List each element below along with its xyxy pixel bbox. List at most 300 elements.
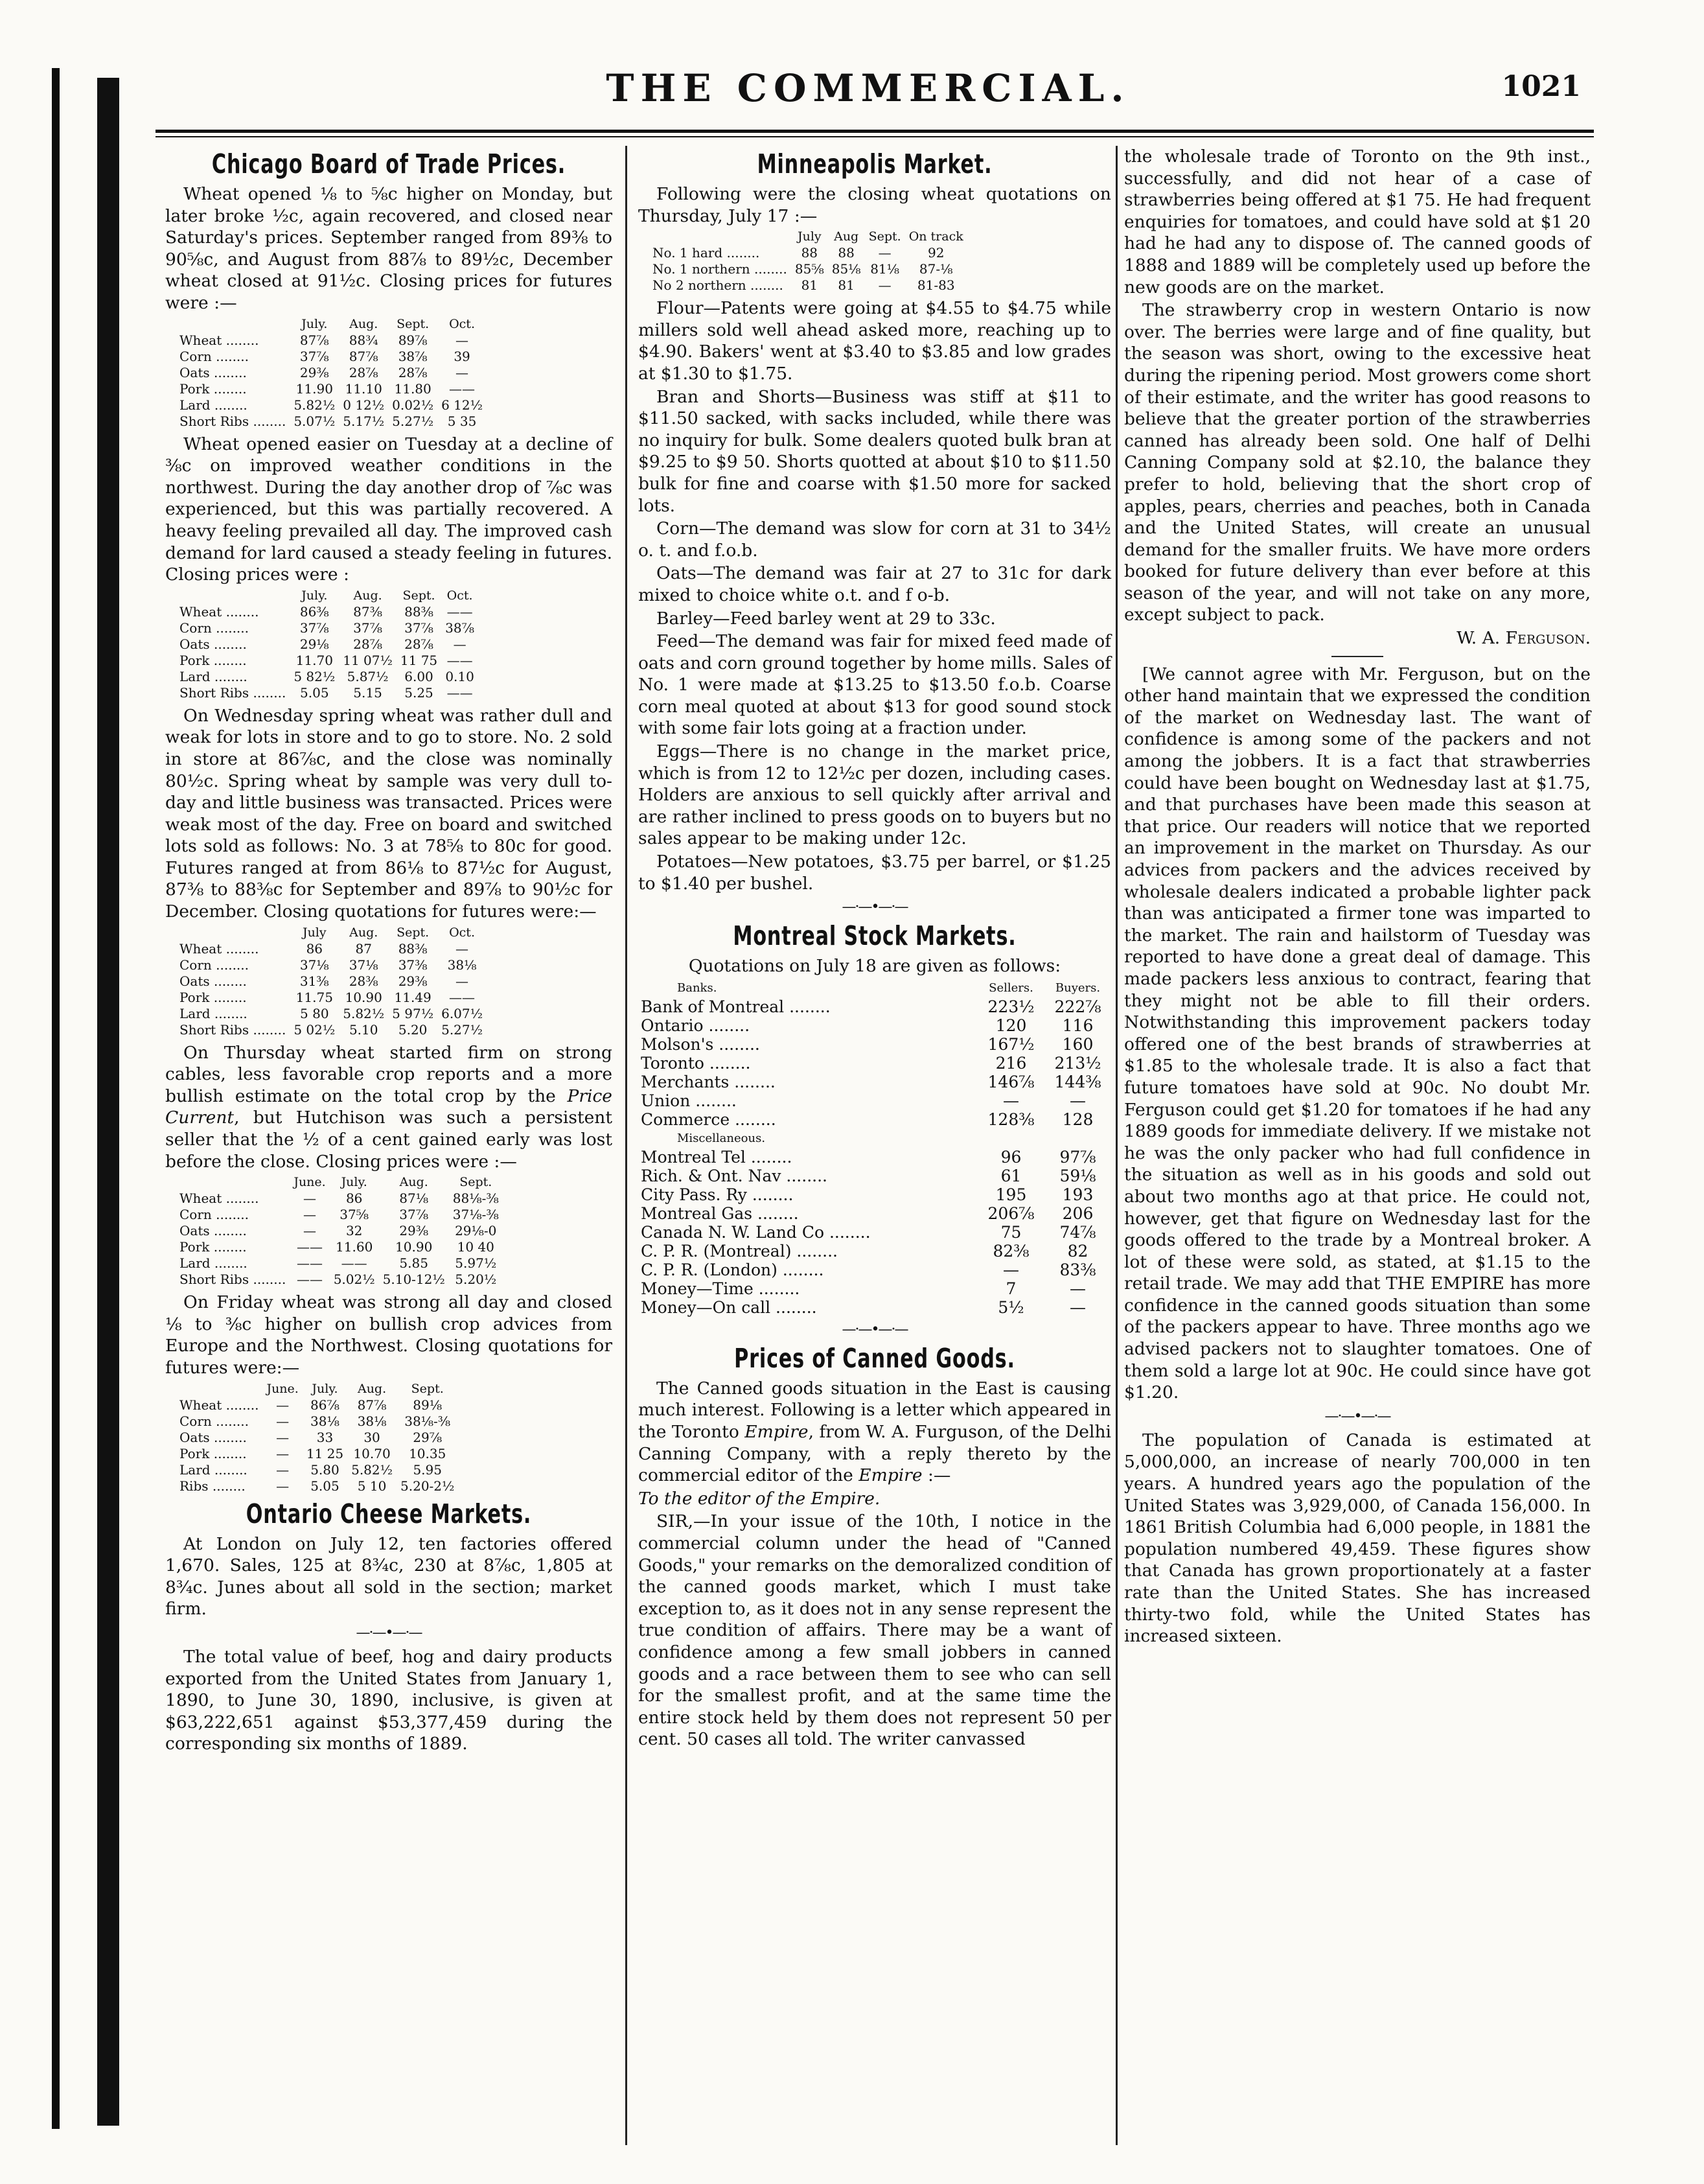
table-row [165,1478,458,1494]
table-cell: 5.82½ [351,1461,393,1478]
price-table [165,1174,503,1288]
table-cell: 38⅛-⅜ [404,1413,451,1429]
table-cell: 86 [345,1191,363,1207]
italic-text: To the editor of the Empire. [638,1488,881,1509]
stock-price: — [1070,1091,1086,1110]
newspaper-title: THE COMMERCIAL. [606,66,1131,110]
table-cell: 37⅛-⅜ [452,1207,499,1223]
stock-price: 128⅜ [987,1109,1035,1129]
article-heading: Prices of Canned Goods. [734,1342,1015,1374]
table-row [165,653,478,669]
row-label: Wheat ........ [179,940,259,957]
row-label: No. 1 northern ........ [652,261,787,277]
table-row [165,990,487,1006]
table-cell: 10.35 [409,1445,446,1461]
table-cell: 81⅛ [870,261,900,277]
table-cell: 37⅞ [399,1207,429,1223]
stock-name: Montreal Tel ........ [641,1147,792,1167]
stock-price: 213½ [1054,1053,1101,1073]
table-row [638,1148,1111,1167]
table-cell: 5.82½ [343,1005,385,1021]
table-cell: —— [341,1255,367,1272]
paragraph: Feed—The demand was fair for mixed feed made of oats and corn ground together by home mills. Sales of No. 1 were made at $13.25 to $13.50 f.o.b. Coarse corn meal quoted at about $13 for good sound stock with some fair lots going at a fraction under. [638,631,1111,739]
table-cell: 88⅜ [404,603,433,620]
table-row [165,620,478,636]
stock-price: 74⅞ [1059,1222,1096,1242]
table-cell: 29⅛-0 [455,1223,497,1239]
table-cell: — [276,1461,290,1478]
table-cell: 5.05 [310,1478,340,1494]
text-run: The Canned goods situation in the East is causing much interest. Following is a letter which appeared in the Toronto [638,1378,1111,1442]
stock-price: 5½ [998,1297,1024,1317]
text-run: , from W. A. Furguson, of the Delhi Canning Company, with a reply thereto by the commercial editor of the [638,1422,1112,1486]
table-row [165,1430,458,1446]
row-label: Short Ribs ........ [179,1021,286,1038]
stock-price: 97⅞ [1059,1147,1096,1167]
table-row [638,1298,1111,1317]
table-row [638,1185,1111,1204]
table-cell: 86 [306,940,323,957]
table-cell: 6.07½ [441,1005,483,1021]
paragraph: the wholesale trade of Toronto on the 9th inst., successfully, and did not hear of a case of strawberries being offered at $1 75. He had frequent enquiries for tomatoes, and could have sold at $1 20 had he had any to dispose of. The canned goods of 1888 and 1889 will be completely used up before the new goods are on the market. [1124,146,1591,297]
row-label: Wheat ........ [179,1191,259,1207]
paragraph: On Friday wheat was strong all day and closed ⅛ to ⅜c higher on bullish crop advices from Europe and the Northwest. Closing quotations for futures were:— [165,1292,612,1378]
table-row [165,636,478,653]
row-label: Short Ribs ........ [179,684,286,701]
stock-name: Money—On call ........ [641,1297,817,1317]
table-cell: —— [297,1272,323,1288]
column-header: Buyers. [1055,981,1101,995]
table-cell: 11 07½ [343,652,393,668]
paragraph: Flour—Patents were going at $4.55 to $4.75 while millers sold well ahead asked more, reaching up to $4.90. Bakers' went at $3.40 to $3.85 and low grades at $1.30 to $1.75. [638,298,1111,384]
table-cell: 5 35 [447,413,477,429]
text-run: On Thursday wheat started firm on strong cables, less favorable crop reports and a more bullish estimate on the total crop by the [165,1042,612,1106]
table-cell: 5 10 [357,1478,387,1494]
table-corner [165,1174,290,1191]
table-cell: — [276,1478,290,1494]
table-corner [165,316,290,332]
column-header: Sept. [402,588,435,603]
stock-price: 59⅛ [1059,1166,1096,1185]
stock-price: 216 [995,1053,1027,1073]
table-cell: —— [446,684,473,701]
table-cell: 5.85 [399,1255,428,1272]
table-cell: — [455,332,469,348]
table-cell: — [276,1429,290,1445]
table-cell: 5.02½ [333,1272,375,1288]
price-table [165,316,487,430]
table-cell: 0.10 [445,668,474,684]
table-cell: 31⅜ [299,973,329,989]
stock-name: Merchants ........ [641,1072,776,1091]
stock-price: 7 [1006,1279,1017,1298]
table-cell: 87⅜ [353,603,382,620]
column-header: Sept. [397,316,430,331]
table-cell: 88⅛-⅜ [452,1191,499,1207]
stock-name: Toronto ........ [641,1053,751,1073]
table-cell: 10.70 [353,1445,391,1461]
stock-price: 223½ [987,997,1035,1016]
table-row [165,1207,503,1223]
table-cell: 89⅛ [413,1397,443,1413]
table-row [165,669,478,685]
table-cell: 11.80 [394,380,432,397]
article-heading: Chicago Board of Trade Prices. [211,148,566,180]
table-cell: 86⅞ [310,1397,340,1413]
paragraph: Corn—The demand was slow for corn at 31 to 34½ o. t. and f.o.b. [638,518,1111,561]
row-label: Pork ........ [179,989,247,1005]
stock-price: — [1070,1279,1086,1298]
stock-price: 83⅜ [1059,1260,1096,1279]
stock-price: 206 [1062,1203,1094,1223]
column-header: June. [294,1175,326,1190]
row-label: Oats ........ [179,636,247,652]
row-label: Short Ribs ........ [179,1272,286,1288]
salutation [638,1488,1111,1510]
table-row [638,1035,1111,1054]
table-cell: — [455,364,469,380]
table-row [638,1091,1111,1110]
table-cell: 11 25 [306,1445,344,1461]
table-cell: 5.27½ [392,413,434,429]
table-row [165,1223,503,1239]
table-cell: 30 [363,1429,380,1445]
table-cell: — [878,277,892,294]
row-label: Oats ........ [179,1429,247,1445]
stock-price: 160 [1062,1034,1094,1054]
table-row [165,1239,503,1255]
table-cell: — [276,1413,290,1429]
table-cell: 11.10 [345,380,382,397]
row-label: Pork ........ [179,380,247,397]
stock-price: 61 [1000,1166,1022,1185]
italic-text: Price Current [165,1086,612,1128]
section-ornament: —·—•—·— [842,899,908,916]
table-row [165,604,478,620]
row-label: Corn ........ [179,957,249,973]
column-header: Oct. [449,925,475,940]
paragraph: At London on July 12, ten factories offered 1,670. Sales, 125 at 8¾c, 230 at 8⅞c, 1,805 at 8¾c. Junes about all sold in the section; market firm. [165,1533,612,1620]
stock-name: C. P. R. (London) ........ [641,1260,824,1279]
table-cell: 5 82½ [294,668,336,684]
stock-price: 193 [1062,1185,1094,1204]
table-row [165,685,478,701]
paragraph: The population of Canada is estimated at 5,000,000, an increase of nearly 700,000 in ten years. A hundred years ago the population of the United States was 3,929,000, of Canada 156,000. In 1861 British Columbia had 6,000 people, in 1881 the population numbered 49,459. These figures show that Canada has grown proportionately at a faster rate than the United States. She has increased thirty-two fold, while the United States has increased sixteen. [1124,1430,1591,1647]
column-header: July [302,925,327,940]
divider [1331,656,1383,657]
table-cell: 11.90 [295,380,333,397]
table-row [165,1022,487,1038]
table-cell: 10.90 [395,1239,433,1255]
column-2 [638,146,1111,1752]
table-cell: 28⅜ [349,973,378,989]
stock-price: 195 [995,1185,1027,1204]
table-corner [165,1381,262,1397]
table-cell: — [276,1397,290,1413]
row-label: Wheat ........ [179,332,259,348]
row-label: Lard ........ [179,668,248,684]
column-header: July. [312,1381,338,1396]
table-cell: 37⅞ [404,620,433,636]
section-ornament: —·—•—·— [842,1321,908,1338]
table-cell: 39 [454,348,470,364]
table-cell: 5.20-2½ [400,1478,455,1494]
table-cell: 87-⅛ [919,261,953,277]
row-label: Oats ........ [179,1223,247,1239]
table-cell: 87⅞ [299,332,329,348]
price-table [165,588,478,701]
table-cell: 81-83 [917,277,955,294]
table-cell: —— [297,1255,323,1272]
table-cell: 10.90 [345,989,382,1005]
table-row [638,245,967,261]
row-label: Oats ........ [179,973,247,989]
column-header: July. [301,588,328,603]
paragraph [165,1042,612,1173]
table-cell: —— [297,1239,323,1255]
article-heading: Ontario Cheese Markets. [246,1498,532,1529]
table-cell: 33 [316,1429,334,1445]
table-row [638,1110,1111,1129]
table-corner [165,925,290,941]
row-label: No. 1 hard ........ [652,245,760,261]
table-cell: 37⅞ [353,620,382,636]
table-cell: 38⅞ [398,348,428,364]
row-label: Wheat ........ [179,1397,259,1413]
table-cell: 38⅞ [445,620,474,636]
table-cell: 88⅜ [398,940,428,957]
table-cell: 38⅛ [357,1413,387,1429]
table-cell: 29⅛ [299,636,329,652]
stock-name: C. P. R. (Montreal) ........ [641,1241,838,1260]
paragraph: Wheat opened ⅛ to ⅝c higher on Monday, but later broke ½c, again recovered, and closed near Saturday's prices. September ranged from 89⅜ to 90⅝c, and August from 88⅞ to 89½c, December wheat closed at 91½c. Closing prices for futures were :— [165,184,612,313]
column-divider [625,146,627,2145]
column-header: Oct. [446,588,473,603]
table-row [638,1167,1111,1185]
table-cell: — [276,1445,290,1461]
table-cell: 5.20½ [455,1272,497,1288]
table-row [165,413,487,430]
stock-price: 82⅜ [993,1241,1030,1260]
table-cell: —— [449,380,476,397]
column-1 [165,146,612,1756]
row-label: Corn ........ [179,1207,249,1223]
table-cell: 29⅜ [399,1223,429,1239]
table-cell: 87 [355,940,372,957]
table-cell: 85⅝ [794,261,824,277]
table-cell: 89⅞ [398,332,428,348]
column-header: Aug. [357,1381,387,1396]
table-cell: — [455,973,469,989]
table-cell: 5.87½ [347,668,389,684]
table-cell: 88 [838,245,855,261]
table-cell: 92 [927,245,945,261]
paragraph: Eggs—There is no change in the market price, which is from 12 to 12½c per dozen, including cases. Holders are anxious to sell quickly after arrival and are rather inclined to press goods on to buyers but no sales appear to be making under 12c. [638,741,1111,849]
table-row [165,941,487,957]
table-cell: —— [446,652,473,668]
column-header: Aug. [353,588,382,603]
table-cell: 10 40 [457,1239,494,1255]
table-row [165,1191,503,1207]
text-run: :— [922,1465,951,1486]
table-row [638,1016,1111,1035]
table-corner [638,229,791,245]
table-cell: — [303,1223,317,1239]
table-cell: 5.25 [404,684,433,701]
table-subhead: Miscellaneous. [677,1131,766,1145]
table-row [638,1073,1111,1091]
column-header: July. [301,316,328,331]
stock-name: Molson's ........ [641,1034,760,1054]
row-label: Short Ribs ........ [179,413,286,429]
paragraph: Wheat opened easier on Tuesday at a decline of ⅜c on improved weather conditions in the northwest. During the day another drop of ⅞c was experienced, but this was partially recovered. A heavy feeling prevailed all day. The improved cash demand for lard caused a steady feeling in futures. Closing prices were : [165,434,612,585]
stock-name: Ontario ........ [641,1016,750,1035]
table-row [165,1446,458,1462]
paragraph: Oats—The demand was fair at 27 to 31c for dark mixed to choice white o.t. and f o-b. [638,563,1111,605]
table-cell: 0 12½ [343,397,385,413]
column-3 [1124,146,1591,1649]
table-cell: 0.02½ [392,397,434,413]
table-cell: 28⅞ [349,364,378,380]
row-label: Pork ........ [179,1445,247,1461]
table-row [165,973,487,990]
section-ornament: —·—•—·— [1324,1408,1390,1424]
table-row [638,1204,1111,1223]
table-cell: 6.00 [404,668,433,684]
table-cell: 5.80 [310,1461,340,1478]
table-cell: 28⅞ [398,364,428,380]
stock-price: 75 [1000,1222,1022,1242]
stock-name: Canada N. W. Land Co ........ [641,1222,871,1242]
stock-price: 206⅞ [987,1203,1035,1223]
table-cell: 32 [345,1223,363,1239]
table-cell: 5 02½ [294,1021,336,1038]
column-header: Aug. [349,925,378,940]
row-label: Pork ........ [179,652,247,668]
row-label: Corn ........ [179,1413,249,1429]
table-cell: 87⅛ [399,1191,429,1207]
stock-name: Bank of Montreal ........ [641,997,831,1016]
table-cell: 28⅞ [404,636,433,652]
column-header: Sept. [397,925,430,940]
stock-price: 116 [1062,1016,1094,1035]
column-header: June. [266,1381,299,1396]
stock-price: 146⅞ [987,1072,1035,1091]
table-row [165,349,487,365]
table-row [165,1462,458,1478]
italic-text: Empire [858,1465,923,1486]
row-label: Lard ........ [179,1461,248,1478]
stock-name: Montreal Gas ........ [641,1203,799,1223]
table-cell: 11.70 [295,652,333,668]
stock-name: Commerce ........ [641,1109,776,1129]
table-cell: 88 [801,245,818,261]
column-divider [1116,146,1118,2145]
table-cell: 28⅞ [353,636,382,652]
row-label: Ribs ........ [179,1478,246,1494]
stock-price: 96 [1000,1147,1022,1167]
table-cell: 5.10-12½ [382,1272,445,1288]
table-cell: 5 97½ [392,1005,434,1021]
table-cell: — [878,245,892,261]
table-cell: 37⅞ [299,348,329,364]
table-cell: 81 [801,277,818,294]
table-cell: —— [449,989,476,1005]
row-label: Oats ........ [179,364,247,380]
table-cell: 11.49 [394,989,432,1005]
italic-text: Empire [744,1422,809,1442]
table-cell: —— [446,603,473,620]
table-cell: — [303,1191,317,1207]
row-label: Wheat ........ [179,603,259,620]
table-cell: 85⅛ [831,261,861,277]
stock-name: Money—Time ........ [641,1279,800,1298]
stock-price: — [1070,1297,1086,1317]
stock-table [638,979,1111,1317]
table-row [638,1054,1111,1073]
column-header: Aug [834,229,859,244]
table-cell: 5.17½ [343,413,385,429]
paragraph: The strawberry crop in western Ontario is now over. The berries were large and of fine quality, but the season was short, owing to the excessive heat during the ripening period. Most growers come short of their estimate, and the writer has good reasons to believe that the greater portion of the strawberries canned has already been sold. One half of Delhi Canning Company sold at $2.10, the balance they prefer to hold, believing that the short crop of apples, pears, cherries and peaches, both in Canada and the United States, will create an unusual demand for the smaller fruits. We have more orders booked for future delivery than ever before at this season of the year, and will not take on any more, except subject to pack. [1124,300,1591,625]
price-table [638,229,967,294]
column-header: Sept. [411,1381,444,1396]
table-row [638,277,967,294]
table-corner [165,588,290,604]
masthead-rule-thin [155,136,1594,137]
page-edge-bar [52,68,60,2129]
table-row [165,957,487,973]
article-heading: Montreal Stock Markets. [733,920,1017,952]
stock-price: 120 [995,1016,1027,1035]
stock-price: 144⅜ [1054,1072,1101,1091]
paragraph: Potatoes—New potatoes, $3.75 per barrel, or $1.25 to $1.40 per bushel. [638,852,1111,894]
table-row [165,365,487,381]
row-label: Lard ........ [179,1005,248,1021]
column-header: Sept. [868,229,901,244]
table-subhead: Banks. [677,981,717,995]
table-cell: 29⅞ [413,1429,443,1445]
table-row [165,332,487,349]
table-cell: 5.10 [349,1021,378,1038]
paragraph [638,1378,1111,1487]
paragraph: Bran and Shorts—Business was stiff at $11 to $11.50 sacked, with sacks included, while there was no inquiry for bulk. Some dealers quoted bulk bran at $9.25 to $9 50. Shorts quotted at about $10 to $11.50 bulk for fine and coarse with $1.50 more for sacked lots. [638,386,1111,516]
table-cell: 37⅝ [340,1207,369,1223]
price-table [165,925,487,1038]
section-ornament: —·—•—·— [356,1624,422,1641]
table-cell: 38⅛ [447,957,477,973]
table-cell: 37⅛ [349,957,378,973]
page-number: 1021 [1501,70,1581,103]
table-cell: 5.27½ [441,1021,483,1038]
paragraph: Barley—Feed barley went at 29 to 33c. [656,608,996,629]
column-header: On track [908,229,963,244]
stock-price: — [1003,1091,1019,1110]
table-row [165,1413,458,1430]
masthead [155,60,1581,131]
stock-name: City Pass. Ry ........ [641,1185,794,1204]
table-cell: 5.20 [398,1021,428,1038]
table-cell: 5.07½ [294,413,336,429]
table-cell: 11 75 [400,652,438,668]
stock-name: Union ........ [641,1091,737,1110]
table-cell: 87⅞ [349,348,378,364]
table-row [165,1006,487,1022]
row-label: Pork ........ [179,1239,247,1255]
row-label: Lard ........ [179,1255,248,1272]
stock-name: Rich. & Ont. Nav ........ [641,1166,827,1185]
table-cell: 81 [838,277,855,294]
row-label: Corn ........ [179,348,249,364]
